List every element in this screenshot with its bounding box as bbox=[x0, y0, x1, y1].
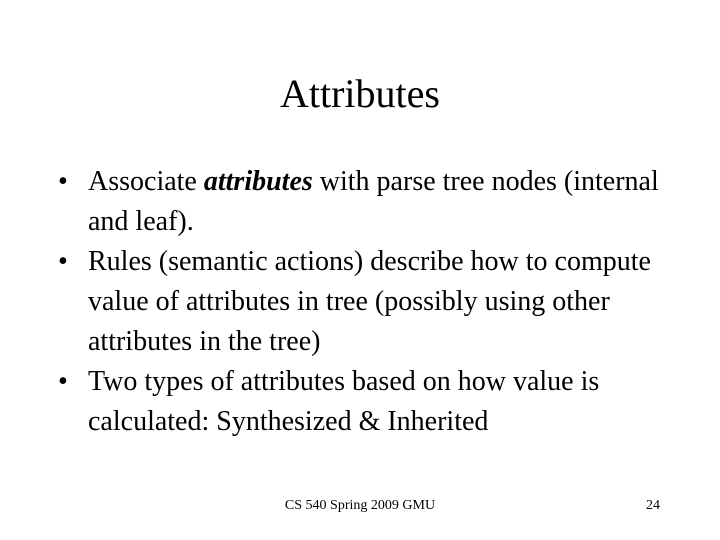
bullet-text-prefix: Associate bbox=[88, 166, 204, 197]
bullet-text-suffix: with parse tree nodes (internal and leaf). bbox=[88, 166, 659, 237]
bullet-list bbox=[58, 162, 698, 442]
bullet-item bbox=[58, 362, 698, 442]
bullet-item bbox=[58, 162, 698, 242]
slide-title: Attributes bbox=[280, 71, 440, 116]
slide-footer: CS 540 Spring 2009 GMU bbox=[284, 498, 436, 513]
bullet-marker: • bbox=[58, 366, 68, 397]
bullet-text: Two types of attributes based on how value is calculated: Synthesized & Inherited bbox=[88, 366, 600, 437]
bullet-text: Rules (semantic actions) describe how to compute value of attributes in tree (possibly using other attributes in the tree) bbox=[88, 246, 651, 357]
bullet-marker: • bbox=[58, 166, 68, 197]
bullet-item bbox=[58, 242, 698, 362]
bullet-emphasis-text: attributes bbox=[203, 166, 313, 197]
bullet-marker: • bbox=[58, 246, 68, 277]
page-number: 24 bbox=[646, 498, 660, 513]
